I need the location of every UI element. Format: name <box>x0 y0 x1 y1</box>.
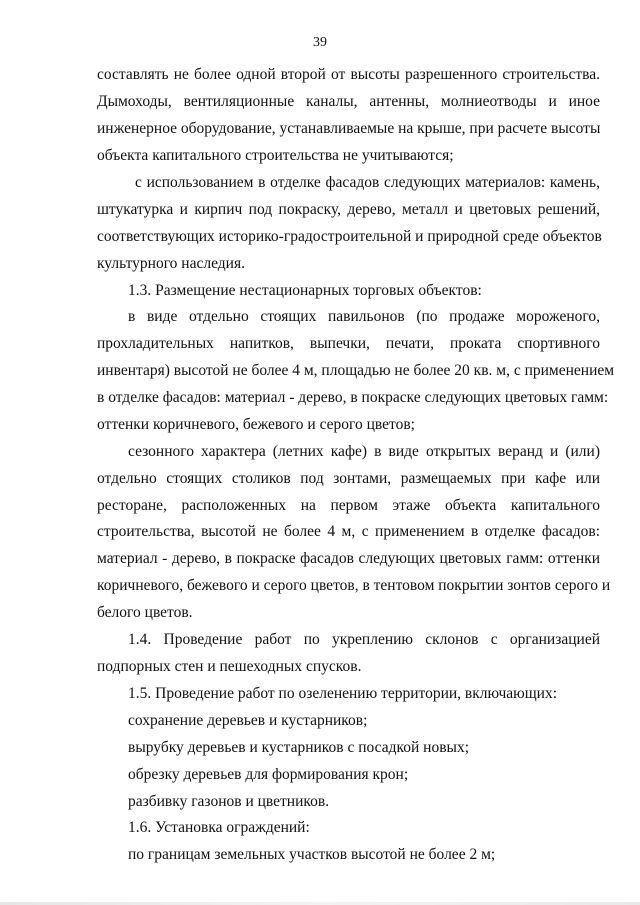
text-line: инвентаря) высотой не более 4 м, площадью не более 20 кв. м, с применением <box>97 362 615 379</box>
text-line: составлять не более одной второй от высоты разрешенного строительства. <box>97 66 600 83</box>
list-item: разбивку газонов и цветников. <box>128 793 330 810</box>
section-heading: 1.3. Размещение нестационарных торговых объектов: <box>128 282 482 299</box>
text-line: штукатурка и кирпич под покраску, дерево, металл и цветовых решений, <box>97 201 600 218</box>
list-item: обрезку деревьев для формирования крон; <box>128 766 409 783</box>
section-heading: 1.4. Проведение работ по укреплению склонов с организацией <box>128 631 600 648</box>
list-item: по границам земельных участков высотой не более 2 м; <box>128 846 496 863</box>
section-heading: 1.6. Установка ограждений: <box>128 819 310 836</box>
text-line: инженерное оборудование, устанавливаемые на крыше, при расчете высоты <box>97 120 601 137</box>
text-line: подпорных стен и пешеходных спусков. <box>97 658 362 675</box>
text-line: прохладительных напитков, выпечки, печати, проката спортивного <box>97 335 600 352</box>
text-line: материал - дерево, в покраске фасадов следующих цветовых гамм: оттенки <box>97 550 600 567</box>
text-line: белого цветов. <box>97 604 193 621</box>
text-line: соответствующих историко-градостроительной и природной среде объектов <box>97 228 602 245</box>
text-line: культурного наследия. <box>97 255 245 272</box>
list-item: вырубку деревьев и кустарников с посадкой новых; <box>128 739 469 756</box>
text-line: в виде отдельно стоящих павильонов (по продаже мороженого, <box>128 308 600 325</box>
text-line: объекта капитального строительства не учитываются; <box>97 147 454 164</box>
text-line: коричневого, бежевого и серого цветов, в тентовом покрытии зонтов серого и <box>97 577 611 594</box>
page-number: 39 <box>313 35 327 50</box>
text-line: строительства, высотой не более 4 м, с применением в отделке фасадов: <box>97 523 600 540</box>
text-line: с использованием в отделке фасадов следующих материалов: камень, <box>135 174 600 191</box>
text-line: сезонного характера (летних кафе) в виде открытых веранд и (или) <box>128 443 600 460</box>
section-heading: 1.5. Проведение работ по озеленению территории, включающих: <box>128 685 558 702</box>
text-line: в отделке фасадов: материал - дерево, в покраске следующих цветовых гамм: <box>97 389 609 406</box>
list-item: сохранение деревьев и кустарников; <box>128 712 368 729</box>
text-line: ресторане, расположенных на первом этаже объекта капитального <box>97 497 600 514</box>
text-line: оттенки коричневого, бежевого и серого цветов; <box>97 416 415 433</box>
text-line: отдельно стоящих столиков под зонтами, размещаемых при кафе или <box>97 470 600 487</box>
text-line: Дымоходы, вентиляционные каналы, антенны, молниеотводы и иное <box>97 93 600 110</box>
